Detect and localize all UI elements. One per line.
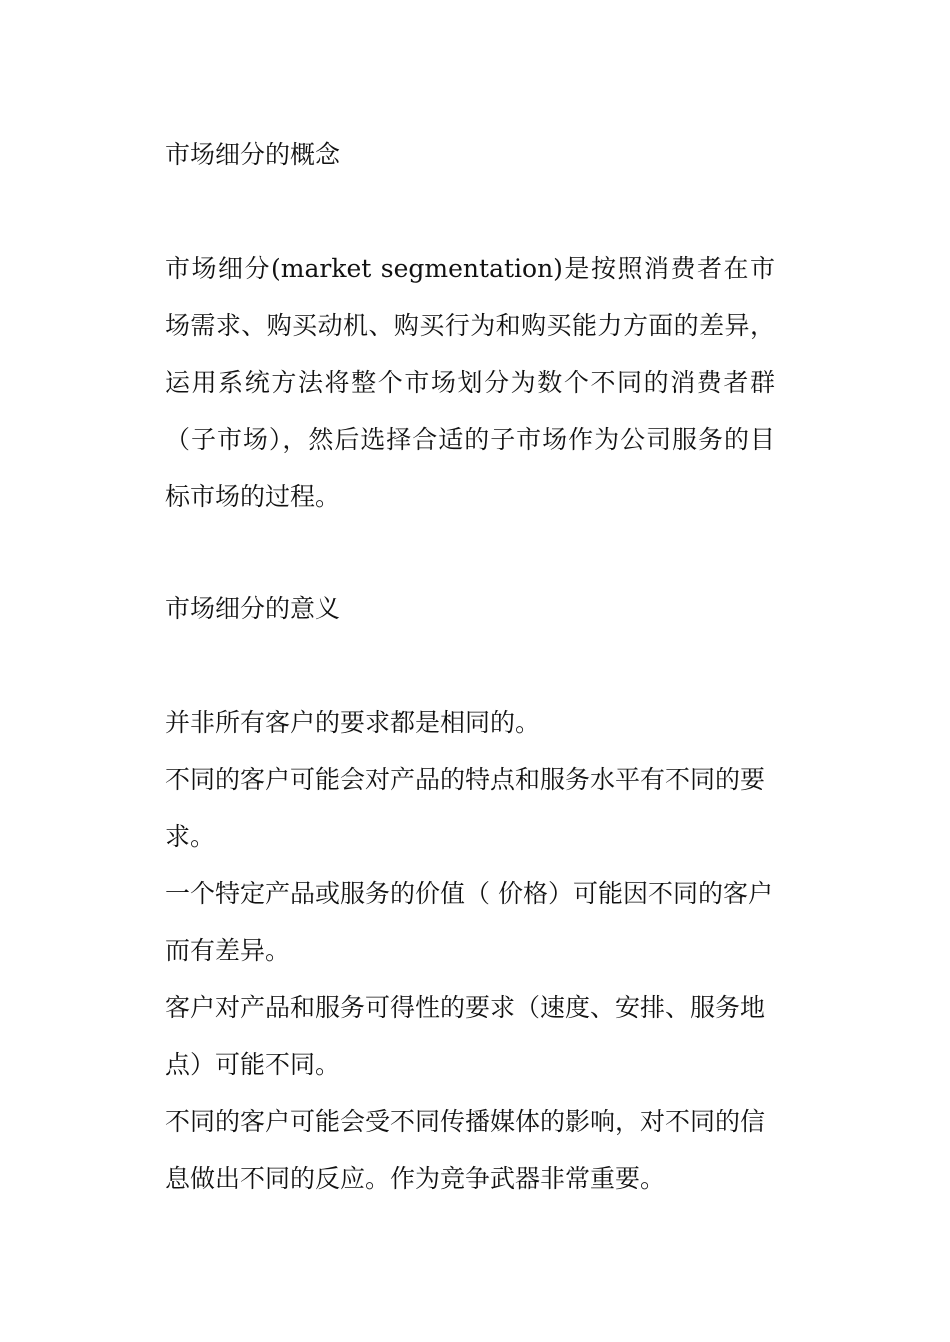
meaning-point-3: 一个特定产品或服务的价值（ 价格）可能因不同的客户而有差异。 [165, 879, 773, 965]
heading-market-segmentation-meaning: 市场细分的意义 [165, 594, 341, 623]
meaning-point-4: 客户对产品和服务可得性的要求（速度、安排、服务地点）可能不同。 [165, 993, 766, 1079]
paragraph-segmentation-definition: 市场细分(market segmentation)是按照消费者在市场需求、购买动机、购买行为和购买能力方面的差异，运用系统方法将整个市场划分为数个不同的消费者群（子市场），然后选择合适的子市场作为公司服务的目标市场的过程。 [165, 254, 775, 511]
meaning-point-5: 不同的客户可能会受不同传播媒体的影响，对不同的信息做出不同的反应。作为竞争武器非常重要。 [165, 1107, 766, 1193]
heading-market-segmentation-concept: 市场细分的概念 [165, 140, 341, 169]
meaning-point-1: 并非所有客户的要求都是相同的。 [165, 708, 541, 737]
meaning-point-2: 不同的客户可能会对产品的特点和服务水平有不同的要求。 [165, 765, 766, 851]
